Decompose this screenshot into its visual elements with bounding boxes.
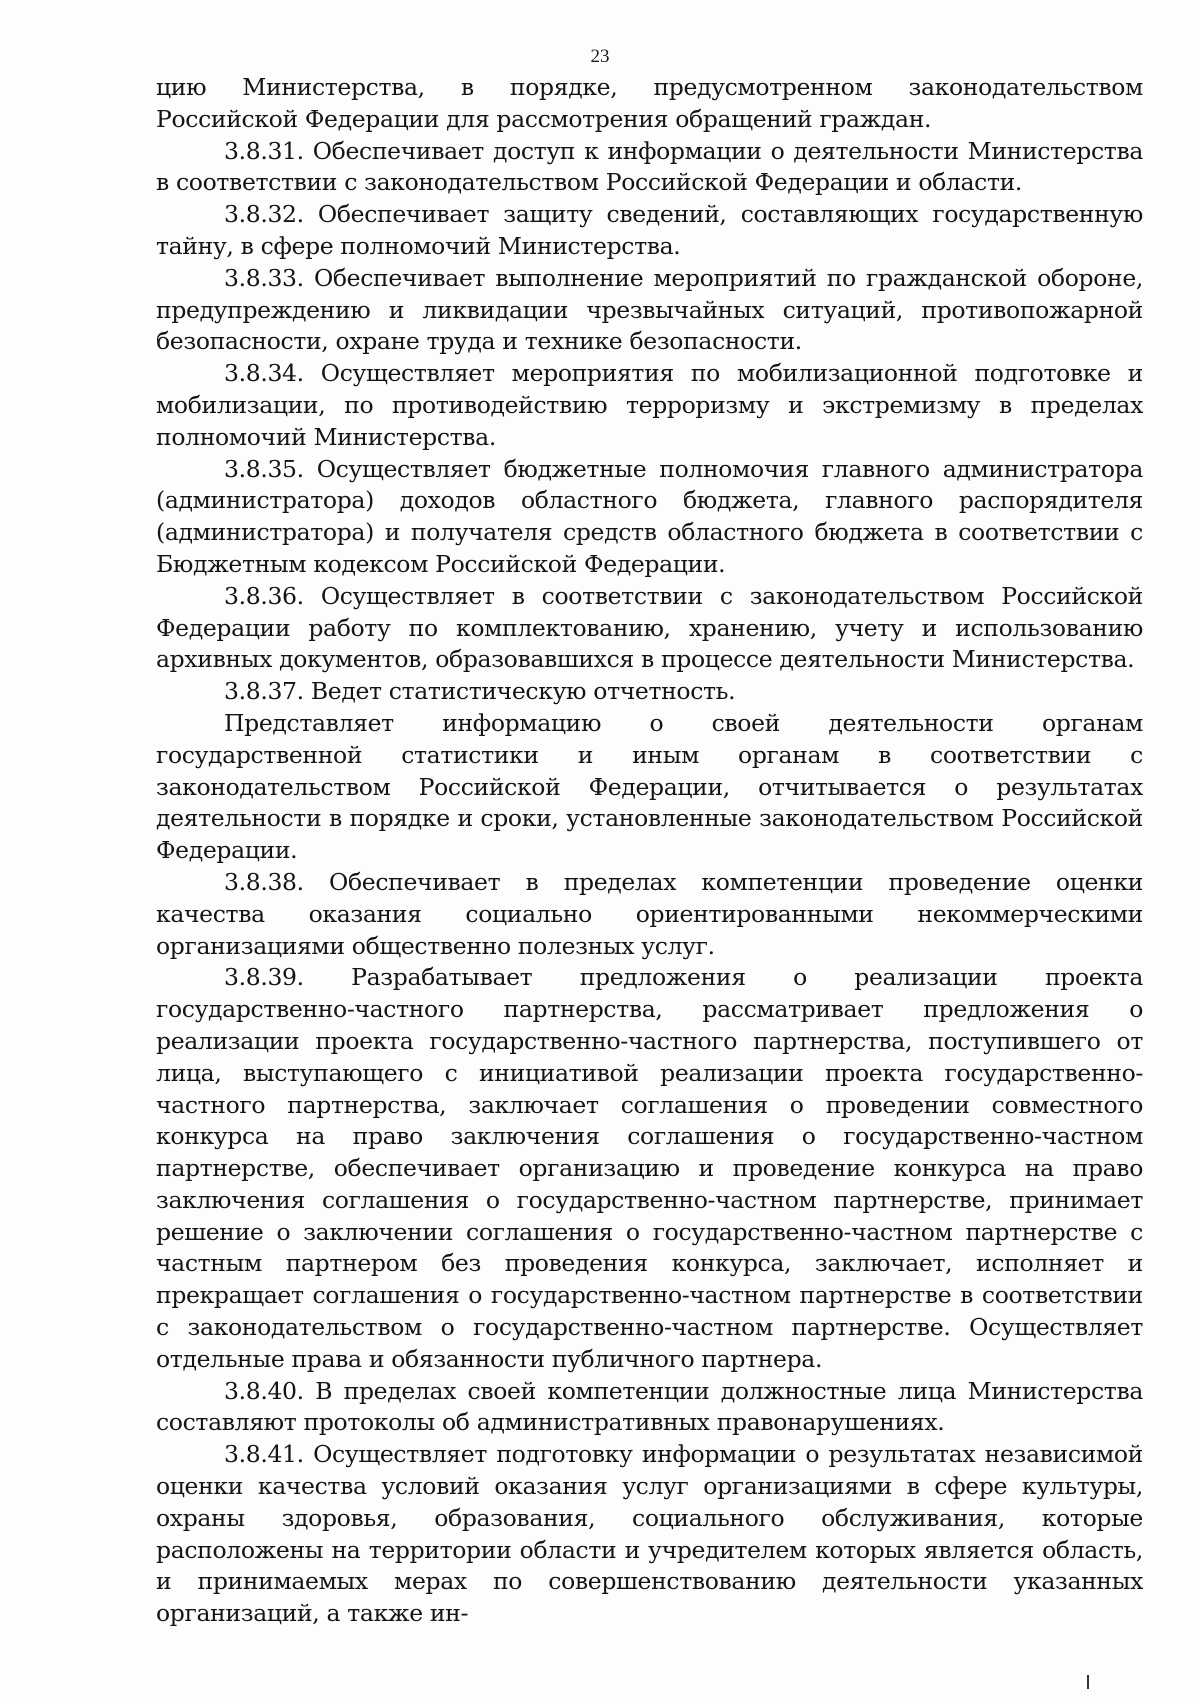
paragraph-3-8-32: 3.8.32. Обеспечивает защиту сведений, составляющих государственную тайну, в сфере полномочий Министерства. [156, 200, 1143, 260]
paragraph-3-8-37: 3.8.37. Ведет статистическую отчетность. [224, 677, 736, 706]
paragraph-3-8-31: 3.8.31. Обеспечивает доступ к информации о деятельности Министерства в соответствии с законодательством Российской Федерации и области. [156, 136, 1143, 197]
scan-artifact [1087, 1675, 1089, 1689]
paragraph-continuation: цию Министерства, в порядке, предусмотренном законодательством Российской Федерации для рассмотрения обращений граждан. [156, 73, 1143, 133]
page-number: 23 [590, 46, 610, 67]
paragraph-3-8-41: 3.8.41. Осуществляет подготовку информации о результатах независимой оценки качества условий оказания услуг организациями в сфере культуры, охраны здоровья, образования, социального обслуживания, которые расположены на территории области и учредителем которых является область, и принимаемых мерах по совершенствованию деятельности указанных организаций, а также ин- [156, 1440, 1143, 1628]
paragraph-3-8-35: 3.8.35. Осуществляет бюджетные полномочия главного администратора (администратора) доходов областного бюджета, главного распорядителя (администратора) и получателя средств областного бюджета в соответствии с Бюджетным кодексом Российской Федерации. [156, 454, 1143, 578]
document-body [156, 72, 1143, 1630]
paragraph-3-8-39: 3.8.39. Разрабатывает предложения о реализации проекта государственно-частного партнерства, рассматривает предложения о реализации проекта государственно-частного партнерства, поступившего от лица, выступающего с инициативой реализации проекта государственно-частного партнерства, заключает соглашения о проведении совместного конкурса на право заключения соглашения о государственно-частном партнерстве, обеспечивает организацию и проведение конкурса на право заключения соглашения о государственно-частном партнерстве, принимает решение о заключении соглашения о государственно-частном партнерстве с частным партнером без проведения конкурса, заключает, исполняет и прекращает соглашения о государственно-частном партнерстве в соответствии с законодательством о государственно-частном партнерстве. Осуществляет отдельные права и обязанности публичного партнера. [156, 963, 1143, 1373]
paragraph-3-8-40: 3.8.40. В пределах своей компетенции должностные лица Министерства составляют протоколы об административных правонарушениях. [156, 1376, 1143, 1437]
paragraph-3-8-34: 3.8.34. Осуществляет мероприятия по мобилизационной подготовке и мобилизации, по противодействию терроризму и экстремизму в пределах полномочий Министерства. [156, 359, 1143, 451]
paragraph-3-8-38: 3.8.38. Обеспечивает в пределах компетенции проведение оценки качества оказания социально ориентированными некоммерческими организациями общественно полезных услуг. [156, 867, 1143, 960]
paragraph-3-8-37-statistics: Представляет информацию о своей деятельности органам государственной статистики и иным органам в соответствии с законодательством Российской Федерации, отчитывается о результатах деятельности в порядке и сроки, установленные законодательством Российской Федерации. [156, 708, 1143, 865]
paragraph-3-8-33: 3.8.33. Обеспечивает выполнение мероприятий по гражданской обороне, предупреждению и ликвидации чрезвычайных ситуаций, противопожарной безопасности, охране труда и технике безопасности. [156, 263, 1143, 356]
paragraph-3-8-36: 3.8.36. Осуществляет в соответствии с законодательством Российской Федерации работу по комплектованию, хранению, учету и использованию архивных документов, образовавшихся в процессе деятельности Министерства. [156, 581, 1143, 674]
